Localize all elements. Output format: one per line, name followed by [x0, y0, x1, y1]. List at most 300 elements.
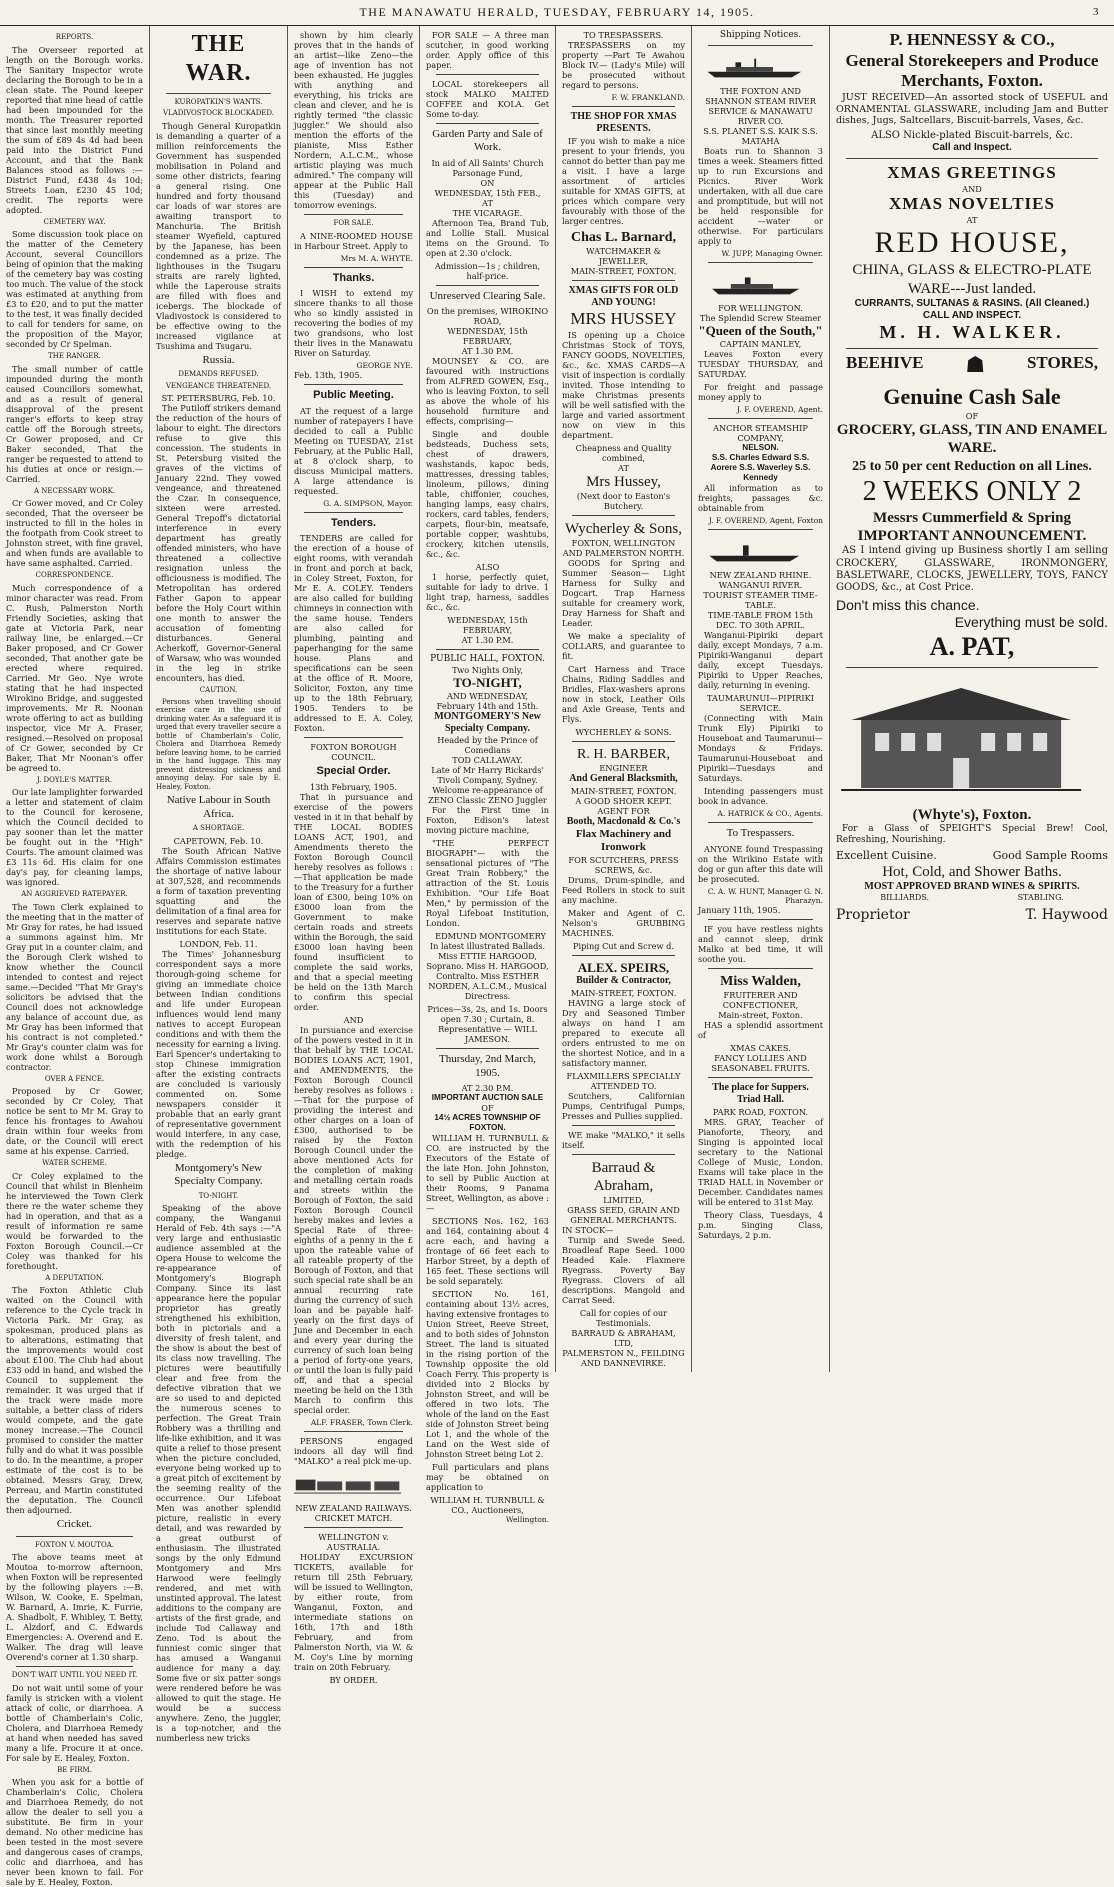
- ad-text: HAVING a large stock of Dry and Seasoned Timber always on hand I am prepared to execute all orders entrusted to me on the shortest Notice, and in a satisfactory manner.: [562, 997, 685, 1068]
- ad-text: STABLING.: [1017, 893, 1064, 903]
- ad-text: Turnip and Swede Seed. Broadleaf Rape Seed. 1000 Headed Kale. Flaxmere Ryegrass. Poverty Bay Ryegrass. Clovers of all descriptions. Mangold and Carrat Seed.: [562, 1235, 685, 1306]
- ad-text: ANYONE found Trespassing on the Wirikino Estate with dog or gun after this date will be prosecuted.: [698, 843, 823, 884]
- ad-text: OF: [481, 1103, 494, 1114]
- heading: 14½ ACRES TOWNSHIP OF FOXTON.: [434, 1113, 541, 1133]
- dateline: ST. PETERSBURG, Feb. 10.: [161, 393, 276, 404]
- divider: [16, 1666, 133, 1667]
- divider: [436, 1048, 539, 1049]
- ad-text: WATCHMAKER & JEWELLER,: [586, 245, 661, 266]
- railway-engraving: [294, 1473, 401, 1497]
- column-3: [288, 26, 420, 1685]
- ad-text: 1 horse, perfectly quiet, suitable for lady to drive. 1 light trap, harness, saddles &c., &c.: [426, 572, 549, 613]
- ad-text: GOODS for Spring and Summer Season— Light Harness for Sulky and Dogcart. Trap Harness suitable for creamery work, Dray Harness for Shaft and Leader.: [562, 558, 685, 629]
- heading: NEW ZEALAND RAILWAYS.: [295, 1502, 412, 1513]
- ad-text: A NINE-ROOMED HOUSE in Harbour Street. Apply to: [294, 230, 413, 251]
- section-title: Unreserved Clearing Sale.: [429, 289, 546, 302]
- heading: A NECESSARY WORK.: [33, 486, 116, 495]
- ad-text: BILLIARDS.: [880, 893, 930, 903]
- column-6: [692, 26, 830, 1372]
- section-title: Thursday, 2nd March, 1905.: [438, 1053, 537, 1079]
- ad-text: MOUNSEY & CO. are favoured with instructions from ALFRED GOWEN, Esq., who is leaving Foxton, to sell as above the whole of his household furniture and effects, comprising—: [426, 356, 549, 427]
- section-title: Cricket.: [56, 1518, 93, 1531]
- section-title: Native Labour in South Africa.: [166, 794, 271, 820]
- article-text: When you ask for a bottle of Chamberlain's Colic, Cholera and Diarrhoea Remedy, do not allow the dealer to sell you a substitute. Be firm in your demand. No other medicine has been tested in the most severe and dangerous cases of cramps, colic and diarrhoea, and has never been known to fail. For sale by E. Healey, Foxton.: [6, 1777, 143, 1887]
- divider: [708, 919, 813, 920]
- page-number: 3: [1093, 6, 1100, 18]
- ad-text: AT 1.30 P.M.: [461, 635, 514, 646]
- article-text: The Times' Johannesburg correspondent says a more thorough-going scheme for giving an immediate choice between Indian conditions and life under European influences would lend many natives to accept European conditions and with them the necessity for earning a living. Earl Spencer's undertaking to stop Chinese immigration after the existing contracts are concluded is variously commented on. Some newspapers consider it probable that an early grant of representative government would interfere, in any case, with the redemption of his pledge.: [156, 948, 281, 1159]
- ad-text: CALL AND INSPECT.: [922, 310, 1022, 322]
- article-text: The Putiloff strikers demand the reduction of the hours of labour to eight. The directors refuse to give this concession. The students in St. Petersburg visited the graves of the victims of January 22nd. They vowed vengeance, and threatened the Czar. In consequence, sixteen were arrested. General Trepoff's dictatorial interference in every department has greatly offended ministers, who have threatened a collective resignation unless the officiousness is modified. The Metropolitan has ordered Father Gapon to appear before the Holy Court within one month to answer the accusation of fomenting disturbances. General Acherkoff, Governor-General of Warsaw, who was wounded in the leg in strike encounters, has died.: [156, 403, 281, 684]
- ad-text: (Next door to Easton's Butchery.: [576, 491, 671, 511]
- ad-text: Maker and Agent of C. Nelson's GRUBBING MACHINES.: [562, 907, 685, 938]
- ad-text: ALSO Nickle-plated Biscuit-barrels, &c.: [871, 129, 1073, 141]
- column-1: [0, 26, 150, 1887]
- ad-text: On the premises, WIROKINO ROAD,: [426, 306, 549, 327]
- ad-text: Intending passengers must book in advance.: [698, 786, 823, 807]
- divider: [708, 968, 813, 969]
- signature: Mrs M. A. WHYTE.: [340, 253, 413, 263]
- ad-text: SECTION No. 161, containing about 13½ acres, having extensive frontages to Union Street, Reeve Street, and to both sides of Johnston Street. The land is situated in the rising portion of the Township opposite the old Coach Ferry. This property is divided into 2 Blocks by Johnston Street, and will be offered in two lots. The whole of the land on the East side of Johnston Street being Lot 1, and the whole of the Land on the West side of Johnston Street being Lot 2.: [426, 1289, 549, 1460]
- signature: J. F. OVEREND, Agent, Foxton: [708, 516, 823, 526]
- heading: AN AGGRIEVED RATEPAYER.: [21, 890, 128, 899]
- heading: Booth, Macdonald & Co.'s: [566, 815, 681, 827]
- ad-text: Call and Inspect.: [932, 142, 1012, 154]
- heading: WATER SCHEME.: [42, 1159, 107, 1168]
- hotel-engraving: [836, 678, 1086, 798]
- heading: REPORTS.: [55, 33, 94, 41]
- ad-text: ON: [480, 177, 495, 188]
- ad-text: AND WEDNESDAY,: [446, 691, 529, 702]
- column-2: [150, 26, 288, 1744]
- ad-text: Scutchers, Californian Pumps, Centrifugal Pumps, Presses and Pullies supplied.: [562, 1090, 685, 1121]
- heading: (Whyte's), Foxton.: [912, 807, 1032, 823]
- ad-text: LOCAL storekeepers all stock MALKO MALTED COFFEE and KOLA. Get Some to-day.: [426, 79, 549, 119]
- heading: Genuine Cash Sale: [883, 384, 1061, 410]
- divider: [708, 418, 813, 419]
- heading: THE RANGER.: [48, 352, 101, 361]
- heading: General Storekeepers and Produce Merchants, Foxton.: [845, 50, 1099, 91]
- ad-text: TOD CALLAWAY.: [452, 755, 523, 766]
- divider: [304, 737, 403, 738]
- signature: WYCHERLEY & SONS.: [575, 727, 672, 738]
- ad-text: THE VICARAGE.: [452, 207, 523, 218]
- ad-text: FOXTON, WELLINGTON AND PALMERSTON NORTH.: [562, 538, 685, 559]
- ad-text: TRESPASSERS on my property —Part Te Awahou Block IV.— (Lady's Mile) will be prosecuted without regard to persons.: [562, 40, 685, 90]
- signature: A. HATRICK & CO., Agents.: [717, 809, 823, 819]
- divider: [708, 529, 813, 530]
- heading: KUROPATKIN'S WANTS.: [174, 97, 263, 106]
- heading: BE FIRM.: [57, 1765, 92, 1774]
- divider: [436, 123, 539, 124]
- ad-text: AGENT FOR: [597, 805, 650, 816]
- divider: [846, 348, 1098, 349]
- divider: [304, 267, 403, 268]
- heading: CORRESPONDENCE.: [35, 571, 114, 580]
- section-title: Garden Party and Sale of Work.: [432, 128, 543, 154]
- date: Feb. 13th, 1905.: [294, 370, 363, 381]
- section-title: Tenders.: [330, 516, 377, 529]
- divider: [304, 214, 403, 215]
- section-title: Thanks.: [332, 271, 375, 284]
- heading: CHINA, GLASS & ELECTRO-PLATE WARE---Just landed.: [852, 262, 1092, 297]
- heading: A SHORTAGE.: [192, 824, 245, 833]
- dateline: LONDON, Feb. 11.: [179, 938, 258, 949]
- heading: ALEX. SPEIRS,: [577, 959, 670, 975]
- ad-text: "THE PERFECT BIOGRAPH"— with the sensational pictures of "The Great Train Robbery," the attraction of the St. Louis Exhibition. "Our Life Boat Men," by permission of the Royal Lifeboat Institution, London.: [426, 838, 549, 929]
- heading: XMAS NOVELTIES: [889, 194, 1055, 214]
- divider: [572, 1125, 675, 1126]
- ad-text: HOLIDAY EXCURSION TICKETS, available for return till 25th February, will be issued to Wellington, by either route, from Wanganui, Foxton, and intermediate stations on 16th, 17th and 18th February, and from Palmerston North, via W. & M. Coy's Line by morning train on 20th February.: [294, 1551, 413, 1672]
- date: February 14th and 15th.: [436, 701, 539, 712]
- divider: [572, 280, 675, 281]
- article-text: shown by him clearly proves that in the hands of an artist—like Zeno—the age of invention has not been exhausted. He juggles with anything and everything, his tricks are clean and clever, and he is rightly termed "the classic juggler." We should also mention the efforts of the pianiste, Miss Esther Nordern, A.L.C.M., whose artistic playing was much admired." The company will appear at the Public Hall this (Tuesday) and tomorrow evenings.: [294, 30, 413, 210]
- signature: G. A. SIMPSON, Mayor.: [323, 498, 413, 508]
- ad-text: OF: [965, 410, 979, 421]
- ad-text: Wanganui-Pipiriki depart daily, except Mondays, 7 a.m. Pipiriki-Wanganui depart daily, except Tuesdays. Pipiriki to Upper Reaches, daily, returning in evening.: [698, 630, 823, 691]
- ad-text: Admission—1s ; children, half-price.: [434, 260, 541, 281]
- ad-text: CAPTAIN MANLEY,: [719, 338, 802, 349]
- ad-text: Afternoon Tea, Brand Tub, and Lollie Stall. Musical items on the Ground. To open at 2.30 o'clock.: [426, 217, 549, 258]
- date: WEDNESDAY, 15th FEB.,: [434, 187, 541, 198]
- article-text: The above teams meet at Moutoa to-morrow afternoon, when Foxton will be represented by the following players :—B. Wilson, W. Cooke, E. Spelman, W. Barnard, A. Imrie, K. Furrie, A. Shadbolt, F. Whibley, T. Betty, L. Alzdorf, and C. Edwards Emergencies: A. Overend and E. Walker. The drag will leave Overend's corner at 1.30 sharp.: [6, 1552, 143, 1663]
- heading: NELSON.: [742, 443, 779, 453]
- signature: GEORGE NYE.: [356, 361, 413, 371]
- ad-text: CURRANTS, SULTANAS & RASINS. (All Cleaned.): [854, 297, 1090, 309]
- article-text: Cr Coley explained to the Council that whilst in Blenheim he interviewed the Town Clerk there re the water scheme they had in operation, and that as a result of information re same would be forwarded to the Foxton Borough Council.—Cr Coley was thanked for his forethought.: [6, 1170, 143, 1271]
- ad-text: AT: [966, 214, 978, 225]
- heading: Don't miss this chance.: [836, 597, 980, 614]
- heading: TO TRESPASSERS.: [583, 30, 664, 40]
- ad-text: MAIN-STREET, FOXTON.: [570, 987, 677, 998]
- ad-text: IS opening up a Choice Christmas Stock of TOYS, FANCY GOODS, NOVELTIES, &c., &c. XMAS CARDS—A visit of inspection is cordially invited. Those intending to make Christmas presents will be well satisfied with the large and varied assortment now on view in this department.: [562, 329, 685, 440]
- section-title: Public Meeting.: [313, 389, 394, 402]
- heading: J. DOYLE'S MATTER.: [36, 775, 113, 784]
- divider: [304, 384, 403, 385]
- heading: And General Blacksmith,: [569, 773, 678, 785]
- ad-text: Full particulars and plans may be obtained on application to: [426, 1462, 549, 1493]
- masthead: [0, 0, 1114, 26]
- heading: 2 WEEKS ONLY 2: [862, 475, 1082, 507]
- ad-text: Cheapness and Quality combined,: [575, 442, 672, 463]
- ad-text: Representative — WILL JAMESON.: [438, 1024, 537, 1045]
- section-title: THE WAR.: [185, 31, 252, 87]
- ad-text: JUST RECEIVED—An assorted stock of USEFUL and ORNAMENTAL GLASSWARE, including Jam and Butter dishes, Jugs, Saltcellars, Biscuit-barrels, Vases, &c.: [836, 92, 1108, 127]
- heading: Mrs Hussey,: [586, 473, 661, 490]
- ad-text: Drums, Drum-spindle, and Feed Rollers in stock to suit any machine.: [562, 874, 685, 905]
- heading: CEMETERY WAY.: [43, 217, 106, 226]
- ad-text: HAS a splendid assortment of: [698, 1020, 823, 1041]
- divider: [166, 93, 271, 94]
- heading: WANGANUI RIVER.: [718, 580, 803, 591]
- section-title: Montgomery's New Specialty Company.: [174, 1161, 263, 1188]
- divider: [16, 1536, 133, 1537]
- heading: Chas L. Barnard,: [570, 229, 677, 245]
- ad-text: Leaves Foxton every TUESDAY THURSDAY, and SATURDAY.: [698, 348, 823, 379]
- heading: "Queen of the South,": [698, 323, 823, 339]
- ad-text: THE FOXTON AND SHANNON STEAM RIVER SERVICE & MANAWATU RIVER CO.: [705, 85, 816, 126]
- ad-text: Excellent Cuisine.: [836, 849, 937, 863]
- heading: STORES,: [1026, 353, 1098, 373]
- ad-text: XMAS CAKES.: [730, 1043, 791, 1054]
- article-text: Speaking of the above company, the Wanganui Herald of Feb. 4th says :—"A very large and enthusiastic audience assembled at the Opera House to welcome the re-appearance of Montgomery's Biograph Company. Since its last appearance here the popular proprietor has greatly strengthened his exhibition, both in pictorials and a diversity of fresh talent, and the show is about the best of its class now travelling. The pictures were beautifully clear and free from the defective vibration that we are so used to and depicted the numerous scenes to perfection. The Great Train Robbery was a thrilling and life-like exhibition, and it was quite a relief to those present when the picture concluded, everyone being worked up to a great pitch of excitement by the seeming reality of the occurrence. Our Lifeboat Men was another splendid picture, realistic in every detail, and was rewarded by a great outburst of enthusiasm. The illustrated songs by the only Edmund Montgomery and Mrs Harwood were feelingly rendered, and met with unstinted approval. The latest additions to the company are artists of the first grade, and include Tod Callaway and Zeno. Tod is about the funniest comic singer that has amused a Wanganui audience for many a day. Some five or six patter songs were rendered before he was allowed to quit the stage. He would be a success anywhere. Zeno, the juggler, is a top-notcher, and the numberless new tricks: [156, 1203, 281, 1744]
- ad-text: IN STOCK—: [562, 1225, 614, 1236]
- signature: F. W. FRANKLAND.: [611, 93, 685, 102]
- heading: RED HOUSE,: [874, 225, 1070, 259]
- divider: [304, 1527, 403, 1528]
- ad-text: Boats run to Shannon 3 times a week. Steamers fitted up to run Excursions and Picnics. River Work undertaken, with all due care and promptitude, but will not be held responsible for accident —water or otherwise. For particulars apply to: [698, 145, 823, 246]
- heading: PUBLIC HALL, FOXTON.: [430, 654, 545, 665]
- signature: BARRAUD & ABRAHAM, LTD,: [571, 1328, 676, 1349]
- hotel-extras: [836, 893, 1108, 903]
- heading: FOXTON BOROUGH COUNCIL.: [310, 742, 397, 763]
- heading: XMAS GREETINGS: [887, 163, 1057, 183]
- ad-text: MAIN-STREET, FOXTON.: [570, 785, 677, 796]
- article-text: The Foxton Athletic Club waited on the Council with reference to the Cycle track in Victoria Park. Mr Gray, as spokesman, produced plans as to alterations, estimating that the improvements would cost about £100. The Club had about £33 odd in hand, and wished the Council to supplement the remainder. It was urged that if the track were made more suitable, a better class of riders would compete, and the gate money increase.—The Council promised to consider the matter fully and do what it was possible to do. In the meantime, a proper estimate of the cost is to be obtained. Messrs Gray, Drew, Perreau, and Martin constituted the deputation. The Council then adjourned.: [6, 1285, 143, 1516]
- signature: J. F. OVEREND, Agent.: [737, 404, 823, 414]
- heading: CAUTION.: [199, 686, 238, 695]
- heading: The place for Suppers.: [712, 1082, 809, 1094]
- ad-text: In aid of All Saints' Church Parsonage Fund,: [431, 157, 544, 178]
- ad-text: S.S. PLANET S.S. KAIK S.S. MATAHA: [703, 125, 818, 146]
- ad-text: MAIN-STREET, FOXTON.: [570, 265, 677, 276]
- article-text: Do not wait until some of your family is stricken with a violent attack of colic, or diarrhoea. A bottle of Chamberlain's Colic, Cholera, and Diarrhoea Remedy at hand when needed has saved many a life. Procure it at once. For sale by E. Healey, Foxton.: [6, 1682, 143, 1763]
- divider: [304, 1431, 403, 1432]
- date: WEDNESDAY, 15th FEBRUARY,: [447, 326, 528, 347]
- ad-text: ZENO Classic ZENO Juggler: [428, 795, 547, 806]
- ad-text: AS I intend giving up Business shortly I am selling CROCKERY, GLASSWARE, IRONMONGERY, BASLETWARE, CLOCKS, JEWELLERY, TOYS, FANCY GOODS, &c., at Cost Price.: [836, 545, 1108, 593]
- heading: Builder & Contractor,: [576, 975, 671, 987]
- signature: Wellington.: [505, 1515, 549, 1525]
- divider: [708, 45, 813, 46]
- steamer-icon: [698, 54, 811, 80]
- divider: [708, 822, 813, 823]
- signature: C. A. W. HUNT, Manager G. N. Pharazyn.: [707, 886, 823, 905]
- heading: Wycherley & Sons,: [565, 521, 682, 537]
- ad-text: For a Glass of SPEIGHT'S Special Brew! Cool, Refreshing, Nourishing.: [836, 824, 1108, 846]
- signature: T. Haywood: [1025, 906, 1108, 923]
- heading: Messrs Cummerfield & Spring: [873, 509, 1071, 526]
- ad-text: Single and double bedsteads, Duchess sets, chest of drawers, washstands, kapoc beds, mattresses, dressing tables, linoleum, pillows, dining table, chiffonier, couches, hanging lamps, easy chairs, rockers, card tables, fenders, carpets, flour-bin, meatsafe, portable copper, washtubs, crockery, kitchen utensils, &c., &c.: [426, 429, 549, 560]
- heading: MONTGOMERY'S New Specialty Company.: [434, 711, 541, 735]
- ad-text: Two Nights Only,: [452, 665, 523, 676]
- heading: VENGEANCE THREATENED.: [165, 381, 272, 390]
- divider: [304, 512, 403, 513]
- section-title: Russia.: [202, 353, 235, 366]
- ad-text: All information as to freights, passages &c. obtainable from: [698, 483, 823, 514]
- ad-text: Late of Mr Harry Rickards' Tivoli Company, Sydney. Welcome re-appearance of: [431, 765, 544, 796]
- ad-text: PALMERSTON N., FEILDING AND DANNEVIRKE.: [562, 1348, 685, 1369]
- heading: WELLINGTON v. AUSTRALIA.: [318, 1531, 389, 1552]
- date: 13th February, 1905.: [309, 781, 398, 792]
- section-title: Special Order.: [316, 765, 391, 778]
- ad-text: Proprietor: [836, 906, 910, 923]
- article-text: Proposed by Cr Gower, seconded by Cr Coley, That notice be sent to Mr M. Gray to fence his frontages to Awahou drain within four weeks from date, or the Council will erect same at his expense. Carried.: [6, 1086, 143, 1157]
- heading: P. HENNESSY & CO.,: [889, 30, 1055, 49]
- hotel-features: [836, 849, 1108, 862]
- heading: DON'T WAIT UNTIL YOU NEED IT.: [11, 1671, 138, 1680]
- beehive-header: [846, 353, 1098, 380]
- divider: [436, 285, 539, 286]
- ad-text: FANCY LOLLIES AND SEASONABEL FRUITS.: [711, 1053, 810, 1074]
- date: WEDNESDAY, 15th FEBRUARY,: [447, 615, 528, 636]
- ad-text: SECTIONS Nos. 162, 163 and 164, containing about 4 acre each, and having a frontage of 66 feet each to Harbor Street, by a depth of 165 feet. These sections will be sold separately.: [426, 1216, 549, 1287]
- heading: THE SHOP FOR XMAS PRESENTS.: [570, 111, 677, 135]
- article-text: The Town Clerk explained to the meeting that in the matter of Mr Gray for rates, he had issued a summons against him. Mr Gray put in a counter claim, and the Borough Clerk wished to know whether the Council intended to contest and reject same.—Decided "That Mr Gray's solicitors be advised that the Council does not acknowledge any balance of account due, as Mr Gray has been informed that his contract is not completed." Mr Gray's counter claim was for work done whilst a Borough contractor.: [6, 901, 143, 1072]
- article-text: The South African Native Affairs Commission estimates the shortage of native labour at 307,528, and recommends a form of taxation preventing squatting and the delimitation of a final area for reserves and separate native institutions for each State.: [156, 845, 281, 936]
- heading: NEW ZEALAND RHINE.: [709, 570, 812, 581]
- heading: M. H. WALKER.: [879, 322, 1065, 343]
- signature: ALF. FRASER, Town Clerk.: [310, 1417, 413, 1427]
- ad-text: Good Sample Rooms: [992, 849, 1108, 863]
- proprietor-line: [836, 907, 1108, 924]
- heading: Flax Machinery and Ironwork: [575, 827, 672, 854]
- heading: DEMANDS REFUSED.: [178, 370, 259, 378]
- heading: Miss Walden,: [720, 974, 801, 990]
- divider: [708, 1077, 813, 1078]
- heading: MRS HUSSEY: [570, 308, 677, 328]
- heading: A DEPUTATION.: [45, 1273, 104, 1282]
- heading: TO-NIGHT.: [198, 1191, 239, 1200]
- ad-text: ALSO: [475, 562, 500, 573]
- heading: A. PAT,: [929, 632, 1015, 662]
- heading: MOST APPROVED BRAND WINES & SPIRITS.: [864, 880, 1080, 892]
- heading: CRICKET MATCH.: [314, 1512, 393, 1523]
- divider: [572, 515, 675, 516]
- ad-text: AT: [618, 462, 629, 473]
- signature: WILLIAM H. TURNBULL & CO., Auctioneers,: [430, 1495, 545, 1516]
- divider: [436, 74, 539, 75]
- heading: Triad Hall.: [736, 1094, 785, 1106]
- steamer-icon: [698, 271, 811, 297]
- ad-text: I WISH to extend my sincere thanks to all those who so kindly assisted in recovering the bodies of my two grandsons, who lost their lives in the Manawatu River on Saturday.: [294, 288, 413, 359]
- heading: Barraud & Abraham,: [591, 1159, 656, 1194]
- article-text: Though General Kuropatkin is demanding a quarter of a million reinforcements the Government has suspended mobilisation in Poland and some other districts, fearing a general rising. One hundred and forty thousand car loads of war stores are awaiting transport to Manchuria. The British steamer Wyefield, captured by the Japanese, has been condemned as a prize. The lighthouses in the Tsugaru straits are rarely lighted, while the Laperouse straits are filled with floes and icebergs. The blockade of Vladivostock is considered to be effective owing to the increased vigilance at Tsushima and Tsugaru.: [156, 120, 281, 351]
- heading: GROCERY, GLASS, TIN AND ENAMEL WARE.: [836, 421, 1108, 457]
- ad-text: A GOOD SHOER KEPT.: [575, 795, 672, 806]
- heading: FOR SALE.: [333, 219, 374, 227]
- ad-text: AT: [482, 197, 493, 208]
- dateline: CAPETOWN, Feb. 10.: [173, 835, 264, 846]
- ad-text: (Connecting with Main Trunk Ely) Pipiriki to Houseboat and Taumarunui—Mondays & Fridays. Taumarunui-Houseboat and Pipiriki—Tuesdays and Saturdays.: [698, 713, 823, 784]
- article-text: The small number of cattle impounded during the month caused Councillors somewhat, and as a result of general disapproval of the present ranger's efforts to keep stray cattle off the Borough streets, Cr Gower proposed, and Cr Baker seconded, That the ranger be requested to attend to his duties at once or resign.—Carried.: [6, 363, 143, 484]
- section-title: To Trespassers.: [726, 827, 795, 840]
- heading: IMPORTANT ANNOUNCEMENT.: [857, 528, 1087, 545]
- heading: OVER A FENCE.: [44, 1074, 105, 1083]
- masthead-title: THE MANAWATU HERALD, TUESDAY, FEBRUARY 14, 1905.: [359, 5, 755, 20]
- article-text: Persons when travelling should exercise care in the use of drinking water. As a safeguard it is urged that every traveller secure a bottle of Chamberlain's Colic, Cholera and Diarrhoea Remedy before leaving home, to be carried in the hand luggage. This may prevent distressing sickness and annoying delay. For sale by E. Healey, Foxton.: [156, 697, 281, 791]
- ad-text: We make a speciality of COLLARS, and guarantee to fit.: [562, 631, 685, 662]
- ad-text: Prices—3s, 2s, and 1s. Doors open 7.30 ; Curtain, 8.: [427, 1004, 548, 1025]
- heading: AND: [343, 1014, 364, 1025]
- heading: ANCHOR STEAMSHIP COMPANY,: [713, 423, 808, 444]
- ad-text: PERSONS engaged indoors all day will find "MALKO" a real pick me-up.: [294, 1435, 413, 1466]
- article-text: The Overseer reported at length on the Borough works. The Sanitary Inspector wrote declaring the Borough to be in a clean state. The Pound keeper reported that nine head of cattle had been impounded for the month. The Treasurer reported that since last monthly meeting the sum of £89 4s 4d had been paid into the District Fund Account, and that the Bank Balances stood as follows :—District Fund, £438 4s 10d; Streets Loan, £230 45 10d; credit. The reports were adopted.: [6, 44, 143, 215]
- ad-text: Main-street, Foxton.: [718, 1010, 803, 1021]
- heading: FOR WELLINGTON.: [718, 303, 803, 314]
- heading: TAUMARUNUI—PIPIRIKI SERVICE.: [707, 693, 814, 714]
- article-text: Cr Gower moved, and Cr Coley seconded, That the overseer be instructed to fill in the holes in the footpath from Cook street to Johnston street, with fine gravel, and when funds are available to have same asphalted. Carried.: [6, 498, 143, 569]
- column-5: [556, 26, 692, 1372]
- article-text: Our late lamplighter forwarded a letter and statement of claim to the Council for kerosene, which the Council decided to pay sooner than let the matter be fought out in the "High" Courts. The amount claimed was £3 11s 6d. His claim for one day's pay, for cleaning lamps, was ignored.: [6, 787, 143, 888]
- ad-text: IF you have restless nights and cannot sleep, drink Malko at bed time, it will soothe you.: [698, 924, 823, 965]
- divider: [572, 1154, 675, 1155]
- ad-text: That in pursuance and exercise of the powers vested in it in that behalf by THE LOCAL BODIES LOANS ACT, 1901, and Amendments thereto the Foxton Borough Council hereby resolves as follows :—That application be made to the Treasury for a further loan of £300, being 10% on £3000 loan from the Government to make certain roads and streets within the Borough, the said £3000 loan having been found insufficient to complete the said works, and that a special meeting be held on the 13th March to confirm this special order.: [294, 791, 413, 1012]
- heading: TO-NIGHT,: [453, 675, 522, 691]
- ad-text: PARK ROAD, FOXTON.: [712, 1106, 809, 1117]
- ad-text: For the First time in Foxton, Edison's latest moving picture machine,: [426, 805, 549, 836]
- ad-text: AT 2.30 P.M.: [461, 1083, 514, 1094]
- ad-text: AND: [962, 184, 982, 195]
- beehive-icon: ☗: [965, 353, 986, 379]
- ad-text: GRASS SEED, GRAIN AND GENERAL MERCHANTS.: [567, 1205, 680, 1226]
- ad-text: AT the request of a large number of ratepayers I have decided to call a Public Meeting on TUESDAY, 21st February, at the Public Hall, at 8 o'clock sharp, to discuss Municipal matters. A large attendance is requested.: [294, 405, 413, 496]
- ad-text: Theory Class, Tuesdays, 4 p.m. Singing Class, Saturdays, 2 p.m.: [698, 1209, 823, 1240]
- ad-text: Cart Harness and Trace Chains, Riding Saddles and Bridles, Flax-washers aprons now in stock, Leather Oils and Axle Grease, Tents and Flys.: [562, 664, 685, 725]
- heading: Shipping Notices.: [719, 30, 802, 40]
- heading: 25 to 50 per cent Reduction on all Lines.: [852, 458, 1092, 474]
- ad-text: TIME-TABLE FROM 15th DEC. TO 30th APRIL.: [707, 610, 814, 631]
- ad-text: FOR SALE — A three man scutcher, in good working order. Apply office of this paper.: [426, 30, 549, 70]
- heading: BEEHIVE: [846, 353, 924, 373]
- divider: [708, 262, 813, 263]
- ad-text: Piping Cut and Screw d.: [573, 940, 674, 951]
- divider: [572, 741, 675, 742]
- ad-text: FRUITERER AND CONFECTIONER,: [722, 990, 799, 1011]
- ad-text: FLAXMILLERS SPECIALLY ATTENDED TO.: [566, 1070, 681, 1091]
- steamer-icon: [698, 538, 811, 564]
- date: January 11th, 1905.: [698, 905, 781, 916]
- divider: [846, 667, 1098, 668]
- ad-text: AT 1.30 P.M.: [461, 346, 514, 357]
- ad-text: S.S. Charles Edward S.S. Aorere S.S. Waverley S.S. Kennedy: [710, 453, 811, 483]
- ad-text: FOR SCUTCHERS, PRESS SCREWS, &c.: [568, 854, 679, 875]
- heading: VLADIVOSTOCK BLOCKADED.: [162, 109, 275, 118]
- ad-text: Headed by the Prince of Comedians: [437, 735, 538, 756]
- ad-text: WILLIAM H. TURNBULL & CO. are instructed by the Executors of the Estate of the late Hon. John Johnston, to sell by Public Auction at their Rooms, 9 Panama Street, Wellington, as above :—: [426, 1133, 549, 1214]
- heading: FOXTON V. MOUTOA.: [35, 1540, 114, 1549]
- heading: Everything must be sold.: [954, 614, 1108, 631]
- ad-text: LIMITED,: [603, 1195, 644, 1206]
- heading: IMPORTANT AUCTION SALE: [431, 1093, 544, 1103]
- heading: XMAS GIFTS FOR OLD AND YOUNG!: [568, 284, 679, 308]
- ad-text: IF you wish to make a nice present to your friends, you cannot do better than pay me a visit. I have a large assortment of articles suitable for XMAS GIFTS, at prices which compare very favourably with those of the larger centres.: [562, 135, 685, 226]
- ad-text: In pursuance and exercise of the powers vested in it in that behalf by THE LOCAL BODIES LOANS ACT, 1901, and AMENDMENTS, the Foxton Borough Council hereby resolves as follows :—That for the purpose of providing the interest and other charges on a loan of £300, authorised to be raised by the Foxton Borough Council under the above mentioned Acts for the completion of making and metalling certain roads and streets within the Borough of Foxton, the said Foxton Borough Council hereby makes and levies a Special Rate of three-eighths of a penny in the £ upon the rateable value of all rateable property of the Borough of Foxton, and that such special rate shall be an annual recurring rate during the currency of such loan and be payable half-yearly on the first days of June and December in each and every year during the currency of such loan being a period of forty-one years, or until the loan is fully paid off, and that a special meeting be held on the 13th March to confirm this special order.: [294, 1024, 413, 1415]
- ad-text: EDMUND MONTGOMERY In latest illustrated Ballads. Miss ETTIE HARGOOD, Soprano. Miss H. HARGOOD, Contralto. Miss ESTHER NORDEN, A.L.C.M., Musical Directress.: [426, 931, 549, 1002]
- ad-text: Call for copies of our Testimonials.: [579, 1308, 668, 1329]
- heading: TOURIST STEAMER TIME-TABLE.: [703, 590, 818, 611]
- divider: [572, 106, 675, 107]
- ad-text: ENGINEER: [599, 763, 648, 774]
- ad-text: TENDERS are called for the erection of a house of eight rooms, with verandah in front and porch at back, in Coley Street, Foxton, for Mr E. A. COLEY. Tenders are also called for building chimneys in connection with the same house. Tenders are also called for plumbing, painting and paperhanging for the same house. Plans and specifications can be seen at the office of R. Moore, Solicitor, Foxton, any time up to the 18th February, 1905. Tenders to be addressed to E. A. Coley, Foxton.: [294, 533, 413, 734]
- ad-text: WE make "MALKO," it sells itself.: [562, 1129, 685, 1150]
- column-7: [830, 26, 1114, 1372]
- heading: Hot, Cold, and Shower Baths.: [882, 863, 1062, 880]
- article-text: Much correspondence of a minor character was read. From C. Rush, Palmerston North Friendly Societies, asking that gate at Victoria Park, near railway line, be enlarged.—Cr Baker proposed, and Cr Gower seconded, That another gate be erected where required. Carried. Mr Geo. Nye wrote stating that he had inspected Wirokino Bridge, and suggested improvements. Mr R. Noonan wrote offering to act as building inspector, vice Mr A. Fraser, resigned.—Resolved on proposal of Cr Gower, seconded by Cr Baker, That Mr Noonan's offer be agreed to.: [6, 582, 143, 773]
- signature: BY ORDER.: [329, 1674, 378, 1685]
- divider: [846, 158, 1098, 159]
- ad-text: For freight and passage money apply to: [698, 381, 823, 402]
- heading: R. H. BARBER,: [577, 747, 670, 763]
- divider: [436, 649, 539, 650]
- column-4: [420, 26, 556, 1525]
- divider: [572, 955, 675, 956]
- columns: [0, 26, 1114, 1887]
- article-text: Some discussion took place on the matter of the Cemetery Account, several Councillors being of opinion that the making of the cemetery bay was costing too much. The value of the stock was estimated at anything from £3 to £20, and to put the matter to the test, it was finally decided to call for tenders for same, on the proposition of the Mayor, seconded by Cr Spelman.: [6, 229, 143, 350]
- ad-text: The Splendid Screw Steamer: [699, 313, 822, 324]
- signature: W. JUPP, Managing Owner.: [721, 248, 823, 258]
- ad-text: MRS. GRAY, Teacher of Pianoforte, Theory, and Singing is appointed local secretary to the National College of Music, London. Exams will take place in the TRIAD HALL in November or December. Candidates names will be entered to 31st May.: [698, 1116, 823, 1207]
